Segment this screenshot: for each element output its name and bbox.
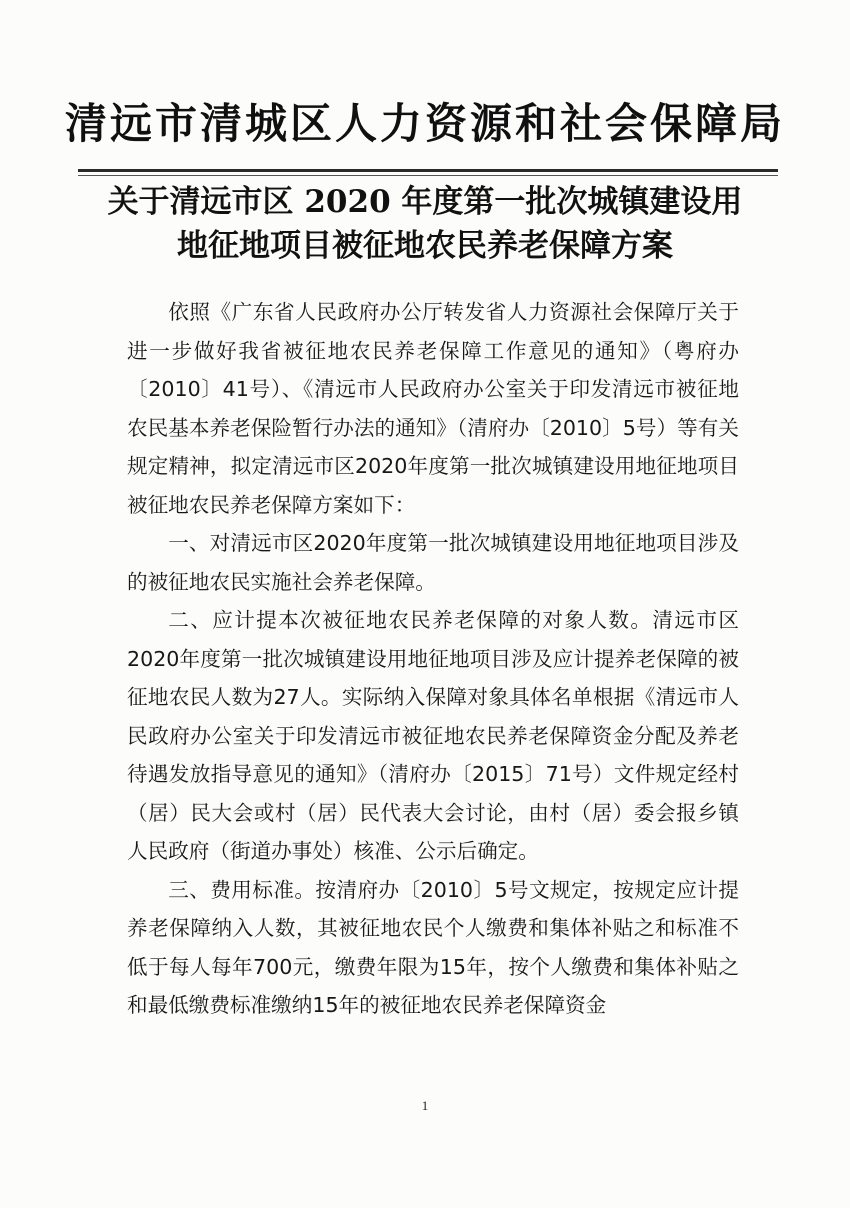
document-body (127, 293, 739, 1025)
body-paragraph-item-3: 三、费用标准。按清府办〔2010〕5号文规定，按规定应计提养老保障纳入人数，其被征地农民个人缴费和集体补贴之和标准不低于每人每年700元，缴费年限为15年，按个人缴费和集体补贴之和最低缴费标准缴纳15年的被征地农民养老保障资金 (127, 877, 739, 1017)
body-paragraph-item-2: 二、应计提本次被征地农民养老保障的对象人数。清远市区2020年度第一批次城镇建设用地征地项目涉及应计提养老保障的被征地农民人数为27人。实际纳入保障对象具体名单根据《清远市人民政府办公室关于印发清远市被征地农民养老保障资金分配及养老待遇发放指导意见的通知》（清府办〔2015〕71号）文件规定经村（居）民大会或村（居）民代表大会讨论，由村（居）委会报乡镇人民政府（街道办事处）核准、公示后确定。 (127, 608, 739, 863)
header-rule-thin (78, 175, 778, 176)
document-title-line-1: 关于清远市区 2020 年度第一批次城镇建设用 (107, 184, 743, 220)
organization-header: 清远市清城区人力资源和社会保障局 (64, 99, 785, 148)
document-title-line-2: 地征地项目被征地农民养老保障方案 (177, 228, 673, 264)
document-title (60, 180, 790, 268)
page-number: 1 (421, 1098, 429, 1113)
body-paragraph-item-1: 一、对清远市区2020年度第一批次城镇建设用地征地项目涉及的被征地农民实施社会养老保障。 (127, 531, 739, 594)
body-paragraph-intro: 依照《广东省人民政府办公厅转发省人力资源社会保障厅关于进一步做好我省被征地农民养老保障工作意见的通知》（粤府办〔2010〕41号）、《清远市人民政府办公室关于印发清远市被征地农民基本养老保险暂行办法的通知》（清府办〔2010〕5号）等有关规定精神，拟定清远市区2020年度第一批次城镇建设用地征地项目被征地农民养老保障方案如下： (127, 300, 739, 517)
header-rule-thick (78, 169, 778, 172)
